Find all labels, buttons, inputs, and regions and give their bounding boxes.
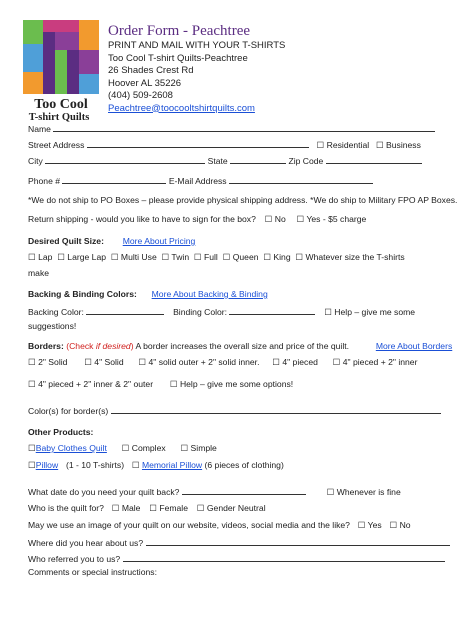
zip-field[interactable] (326, 154, 422, 164)
complex-checkbox[interactable]: ☐ Complex (121, 443, 166, 453)
backing-color-label: Backing Color: (28, 307, 84, 317)
city-row (28, 154, 422, 167)
size-queen-checkbox[interactable]: ☐ Queen (222, 252, 259, 262)
backing-link[interactable]: More About Backing & Binding (151, 289, 268, 299)
name-field[interactable] (53, 122, 435, 132)
borders-check-open: (Check (66, 341, 96, 351)
size-king-checkbox[interactable]: ☐ King (263, 252, 291, 262)
backing-color-field[interactable] (86, 305, 164, 315)
form-title: Order Form - Peachtree (108, 23, 251, 39)
memorial-pillow-note: (6 pieces of clothing) (204, 460, 284, 470)
backing-help-checkbox[interactable]: ☐ Help – give me some (324, 307, 416, 317)
gender-neutral-checkbox[interactable]: ☐ Gender Neutral (196, 503, 266, 513)
border-4-solid-checkbox[interactable]: ☐ 4" Solid (84, 357, 124, 367)
size-wrap-text: make (28, 268, 50, 278)
border-colors-row (28, 404, 441, 417)
phone-field[interactable] (62, 174, 166, 184)
return-yes-checkbox[interactable]: ☐ Yes - $5 charge (296, 214, 367, 224)
size-full-checkbox[interactable]: ☐ Full (193, 252, 218, 262)
borders-label: Borders: (28, 341, 64, 351)
state-field[interactable] (230, 154, 286, 164)
border-colors-label: Color(s) for border(s) (28, 406, 109, 416)
business-checkbox[interactable]: ☐ Business (375, 140, 421, 150)
email-link[interactable]: Peachtree@toocooltshirtquilts.com (108, 102, 255, 114)
name-label: Name (28, 124, 51, 134)
quilt-size-heading-row (28, 236, 195, 247)
hear-about-field[interactable] (146, 536, 450, 546)
phone-line: (404) 509-2608 (108, 90, 173, 101)
pillow-row (28, 460, 284, 471)
border-4-solid-2-inner-checkbox[interactable]: ☐ 4" solid outer + 2" solid inner. (138, 357, 260, 367)
name-row (28, 122, 435, 135)
date-needed-field[interactable] (182, 485, 306, 495)
pillow-note: (1 - 10 T-shirts) (65, 460, 125, 470)
size-whatever-checkbox[interactable]: ☐ Whatever size the T-shirts (295, 252, 405, 262)
email-field[interactable] (229, 174, 373, 184)
memorial-pillow-box[interactable]: ☐ (131, 460, 140, 470)
city-label: City (28, 156, 43, 166)
logo-text-line1: Too Cool (34, 97, 88, 112)
other-products-label: Other Products: (28, 427, 94, 437)
image-no-checkbox[interactable]: ☐ No (389, 520, 411, 530)
quilt-size-options (28, 252, 405, 263)
street-row (28, 138, 421, 151)
border-options-row-2 (28, 379, 293, 390)
baby-clothes-row (28, 443, 217, 454)
comments-area[interactable] (28, 580, 446, 620)
border-colors-field[interactable] (111, 404, 441, 414)
border-4-pieced-checkbox[interactable]: ☐ 4" pieced (272, 357, 318, 367)
border-4-pieced-2-inner-checkbox[interactable]: ☐ 4" pieced + 2" inner (332, 357, 418, 367)
size-twin-checkbox[interactable]: ☐ Twin (161, 252, 190, 262)
border-help-checkbox[interactable]: ☐ Help – give me some options! (169, 379, 294, 389)
size-multi-use-checkbox[interactable]: ☐ Multi Use (110, 252, 157, 262)
backing-label: Backing & Binding Colors: (28, 289, 137, 299)
backing-help-wrap: suggestions! (28, 321, 77, 331)
phone-email-row (28, 174, 373, 187)
referred-row (28, 552, 445, 565)
quilt-logo-graphic (23, 20, 99, 124)
address-line-1: Too Cool T-shirt Quilts-Peachtree (108, 52, 248, 64)
return-question: Return shipping - would you like to have to sign for the box? (28, 214, 256, 224)
binding-color-field[interactable] (229, 305, 315, 315)
image-yes-checkbox[interactable]: ☐ Yes (357, 520, 382, 530)
state-label: State (207, 156, 228, 166)
return-shipping-row (28, 214, 366, 225)
quilt-for-question: Who is the quilt for? (28, 503, 104, 513)
comments-label: Comments or special instructions: (28, 567, 157, 577)
other-products-heading (28, 427, 93, 438)
street-label: Street Address (28, 140, 85, 150)
borders-link[interactable]: More About Borders (375, 341, 453, 351)
quilt-for-row (28, 503, 266, 514)
company-logo (23, 20, 99, 124)
border-4-pieced-2-inner-2-outer-checkbox[interactable]: ☐ 4" pieced + 2" inner & 2" outer (28, 379, 154, 389)
residential-checkbox[interactable]: ☐ Residential (316, 140, 370, 150)
image-permission-question: May we use an image of your quilt on our website, videos, social media and the like? (28, 520, 350, 530)
borders-if-desired: if desired (95, 341, 131, 351)
border-2-solid-checkbox[interactable]: ☐ 2" Solid (28, 357, 68, 367)
form-subtitle: PRINT AND MAIL WITH YOUR T-SHIRTS (108, 40, 286, 51)
whenever-checkbox[interactable]: ☐ Whenever is fine (326, 487, 401, 497)
hear-about-question: Where did you hear about us? (28, 538, 144, 548)
image-permission-row (28, 520, 411, 531)
pricing-link[interactable]: More About Pricing (122, 236, 196, 246)
borders-heading-row (28, 341, 452, 352)
male-checkbox[interactable]: ☐ Male (111, 503, 141, 513)
phone-label: Phone # (28, 176, 61, 186)
referred-question: Who referred you to us? (28, 554, 121, 564)
border-options-row-1 (28, 357, 417, 368)
memorial-pillow-link[interactable]: Memorial Pillow (141, 460, 203, 470)
female-checkbox[interactable]: ☐ Female (149, 503, 188, 513)
size-large-lap-checkbox[interactable]: ☐ Large Lap (57, 252, 107, 262)
email-label: E-Mail Address (168, 176, 227, 186)
referred-field[interactable] (123, 552, 445, 562)
backing-color-row (28, 305, 415, 318)
hear-about-row (28, 536, 450, 549)
address-line-2: 26 Shades Crest Rd (108, 65, 194, 76)
binding-color-label: Binding Color: (173, 307, 228, 317)
baby-clothes-link[interactable]: Baby Clothes Quilt (35, 443, 107, 453)
backing-heading-row (28, 289, 268, 300)
borders-check-close: ) (130, 341, 134, 351)
pillow-box[interactable]: ☐ (28, 460, 36, 470)
return-no-checkbox[interactable]: ☐ No (264, 214, 286, 224)
address-line-3: Hoover AL 35226 (108, 77, 182, 89)
size-lap-checkbox[interactable]: ☐ Lap (28, 252, 53, 262)
zip-label: Zip Code (288, 156, 324, 166)
date-needed-row (28, 485, 401, 498)
simple-checkbox[interactable]: ☐ Simple (180, 443, 217, 453)
header-block (108, 22, 285, 115)
date-needed-question: What date do you need your quilt back? (28, 487, 180, 497)
street-field[interactable] (87, 138, 309, 148)
pillow-link[interactable]: Pillow (35, 460, 59, 470)
po-box-note: *We do not ship to PO Boxes – please provide physical shipping address. *We do ship to Military FPO AP Boxes. (28, 195, 458, 205)
city-field[interactable] (45, 154, 205, 164)
baby-clothes-box[interactable]: ☐ (28, 443, 36, 453)
borders-note: A border increases the overall size and price of the quilt. (135, 341, 350, 351)
quilt-size-label: Desired Quilt Size: (28, 236, 104, 246)
logo-text-line2: T-shirt Quilts (28, 112, 90, 123)
